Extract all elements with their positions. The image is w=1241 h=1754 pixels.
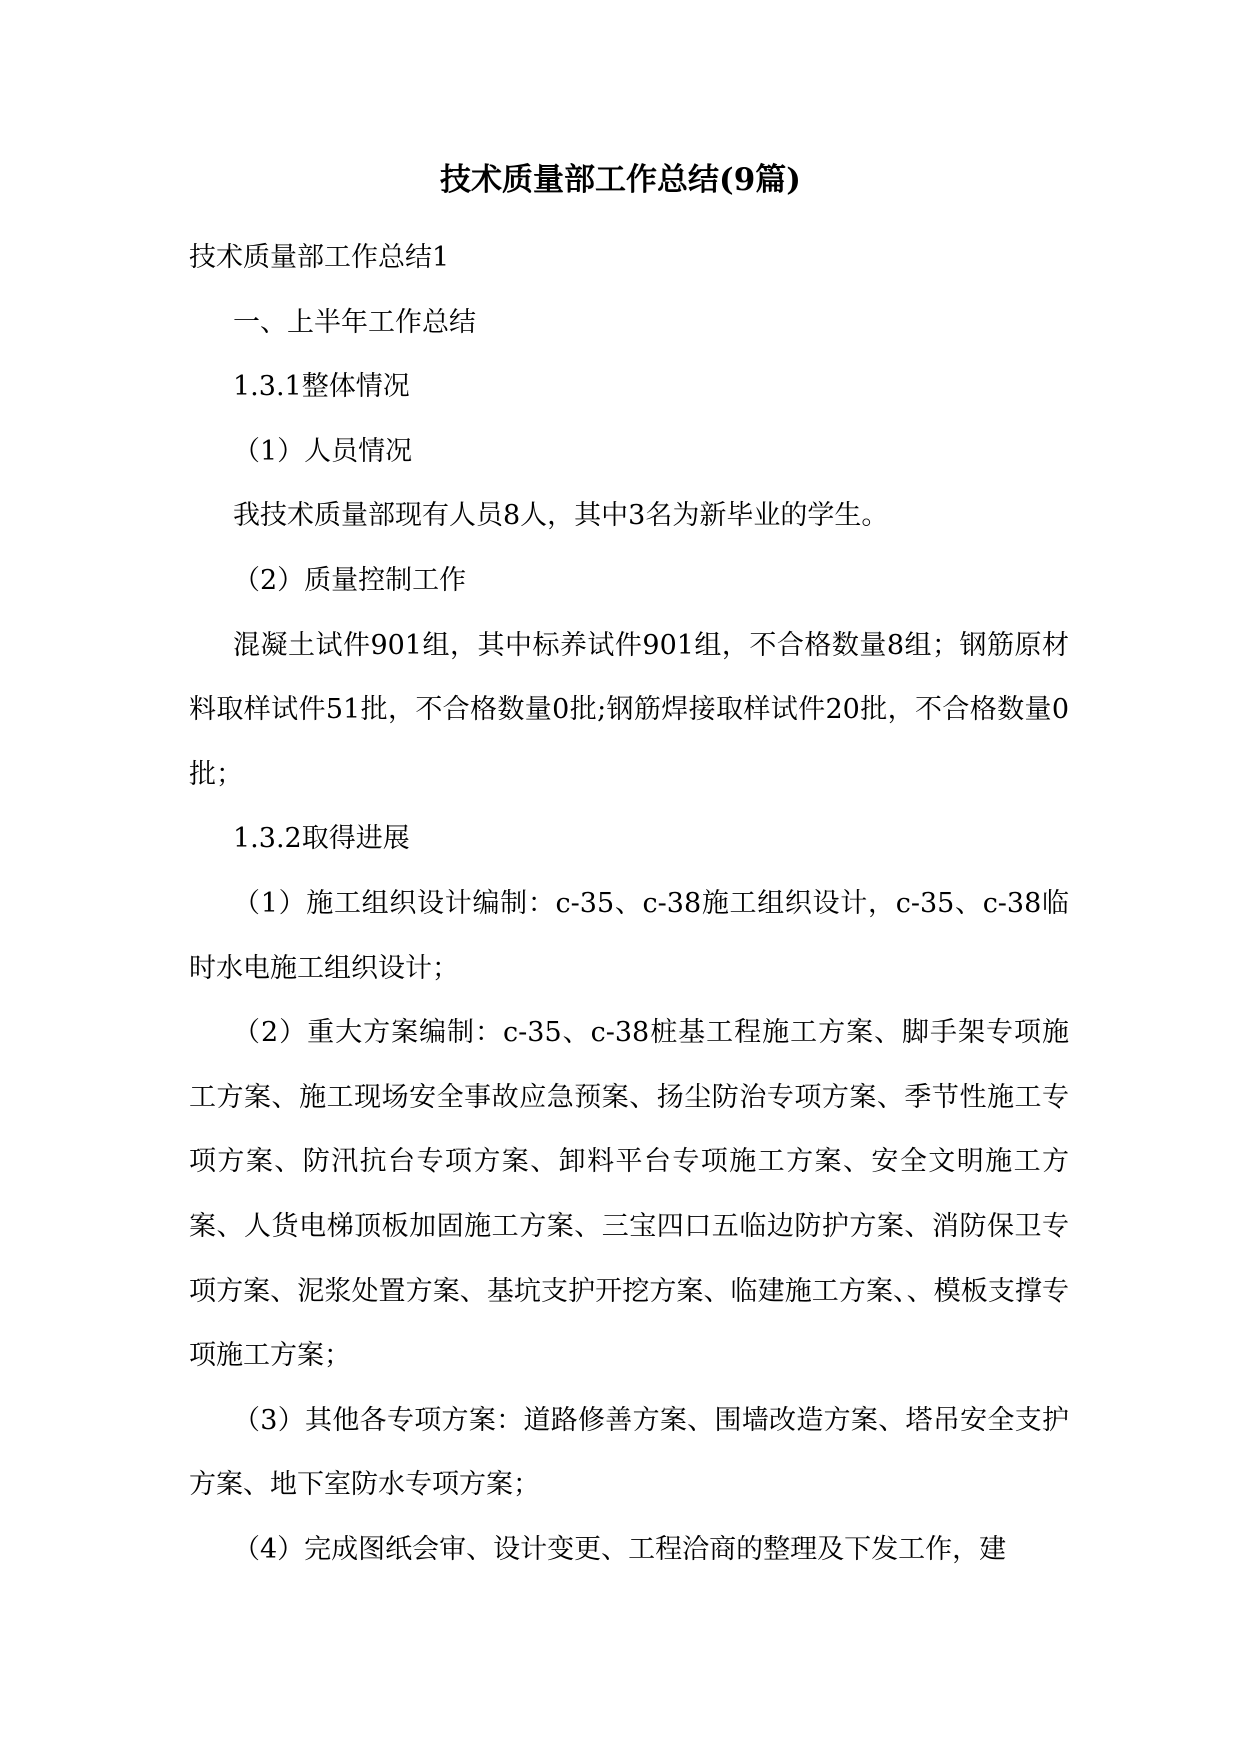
document-body — [189, 226, 1069, 1582]
paragraph: （3）其他各专项方案：道路修善方案、围墙改造方案、塔吊安全支护方案、地下室防水专项方案； — [189, 1404, 1069, 1501]
paragraph: 一、上半年工作总结 — [233, 306, 476, 338]
paragraph: （4）完成图纸会审、设计变更、工程洽商的整理及下发工作，建 — [233, 1533, 1007, 1565]
section-heading: 技术质量部工作总结1 — [189, 242, 450, 273]
paragraph: （2）质量控制工作 — [233, 564, 467, 596]
paragraph: 混凝土试件901组，其中标养试件901组，不合格数量8组；钢筋原材料取样试件51批，不合格数量0批;钢筋焊接取样试件20批，不合格数量0批； — [189, 629, 1069, 790]
paragraph: 我技术质量部现有人员8人，其中3名为新毕业的学生。 — [233, 500, 889, 532]
paragraph: （2）重大方案编制：c-35、c-38桩基工程施工方案、脚手架专项施工方案、施工现场安全事故应急预案、扬尘防治专项方案、季节性施工专项方案、防汛抗台专项方案、卸料平台专项施工方案、安全文明施工方案、人货电梯顶板加固施工方案、三宝四口五临边防护方案、消防保卫专项方案、泥浆处置方案、基坑支护开挖方案、临建施工方案、、模板支撑专项施工方案； — [189, 1017, 1069, 1372]
paragraph: 1.3.1整体情况 — [233, 371, 410, 403]
document-title: 技术质量部工作总结(9篇) — [440, 162, 801, 198]
paragraph: 1.3.2取得进展 — [233, 823, 410, 855]
paragraph: （1）人员情况 — [233, 435, 413, 467]
paragraph: （1）施工组织设计编制：c-35、c-38施工组织设计，c-35、c-38临时水电施工组织设计； — [189, 887, 1069, 984]
